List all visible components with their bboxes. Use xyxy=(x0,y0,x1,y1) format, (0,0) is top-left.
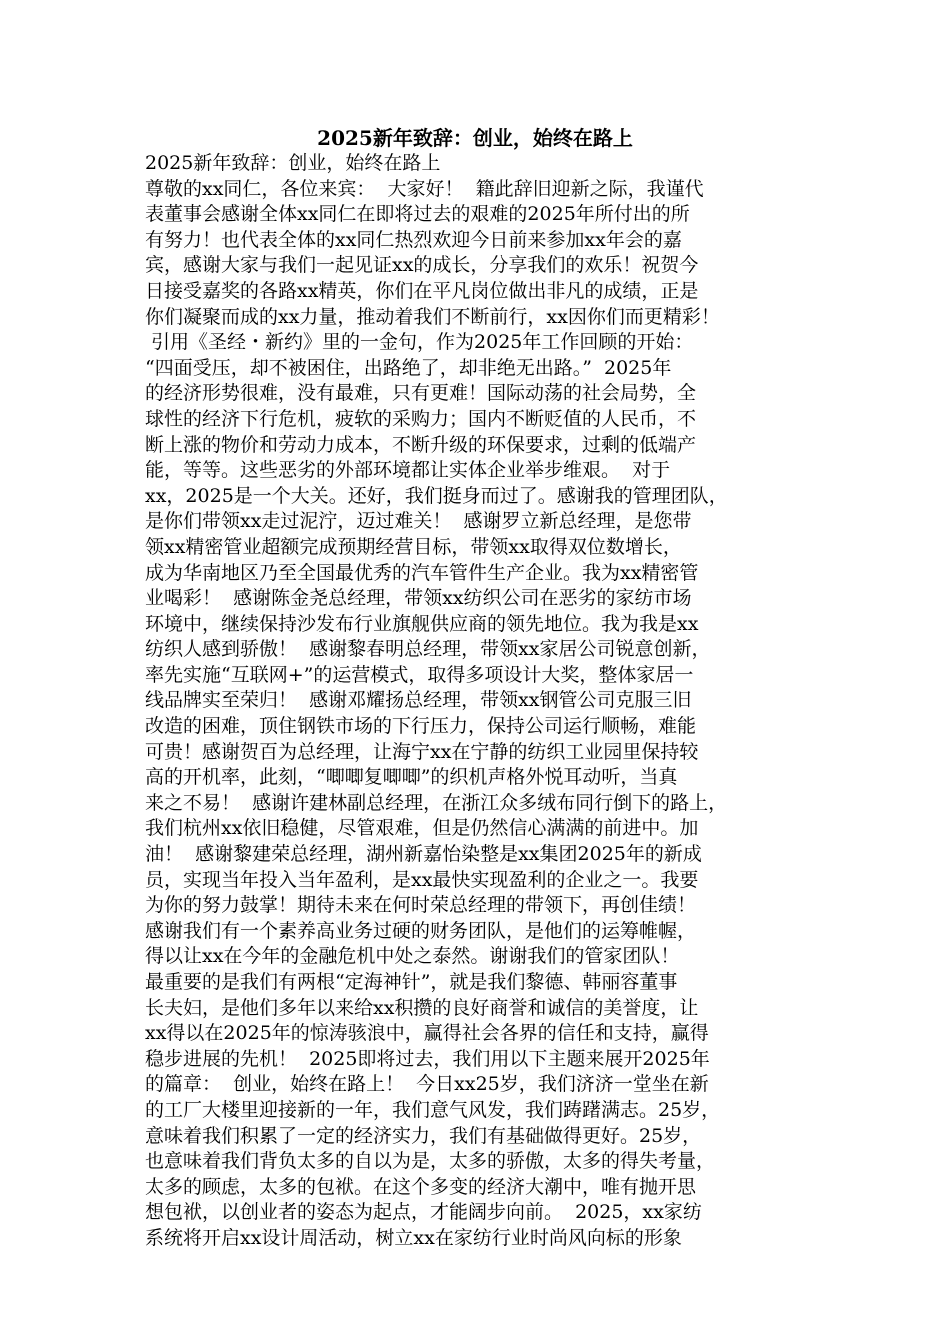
body-line: 纺织人感到骄傲！ 感谢黎春明总经理，带领xx家居公司锐意创新， xyxy=(145,638,711,661)
body-line: 改造的困难，顶住钢铁市场的下行压力，保持公司运行顺畅，难能 xyxy=(145,715,697,738)
body-line: 油！ 感谢黎建荣总经理，湖州新嘉怡染整是xx集团2025年的新成 xyxy=(145,843,702,866)
body-line: 断上涨的物价和劳动力成本，不断升级的环保要求，过剩的低端产 xyxy=(145,433,697,456)
body-line: 员，实现当年投入当年盈利，是xx最快实现盈利的企业之一。我要 xyxy=(145,868,699,891)
body-line: 我们杭州xx依旧稳健，尽管艰难，但是仍然信心满满的前进中。加 xyxy=(145,817,699,840)
body-line: 引用《圣经・新约》里的一金句，作为2025年工作回顾的开始： xyxy=(145,331,694,354)
body-line: 的工厂大楼里迎接新的一年，我们意气风发，我们踌躇满志。25岁， xyxy=(145,1098,721,1121)
body-line: 宾，感谢大家与我们一起见证xx的成长，分享我们的欢乐！祝贺今 xyxy=(145,254,699,277)
body-line: 领xx精密管业超额完成预期经营目标，带领xx取得双位数增长， xyxy=(145,535,682,558)
body-line: xx得以在2025年的惊涛骇浪中，赢得社会各界的信任和支持，赢得 xyxy=(145,1022,709,1045)
body-line: 环境中，继续保持沙发布行业旗舰供应商的领先地位。我为我是xx xyxy=(145,612,699,635)
body-line: 意味着我们积累了一定的经济实力，我们有基础做得更好。25岁， xyxy=(145,1124,702,1147)
body-line: 有努力！也代表全体的xx同仁热烈欢迎今日前来参加xx年会的嘉 xyxy=(145,228,682,251)
body-line: 2025新年致辞：创业，始终在路上 xyxy=(145,152,441,174)
body-line: 最重要的是我们有两根“定海神针”，就是我们黎德、韩丽容董事 xyxy=(145,971,678,993)
body-line: 得以让xx在今年的金融危机中处之泰然。谢谢我们的管家团队！ xyxy=(145,945,680,968)
body-line: 来之不易！ 感谢许建林副总经理，在浙江众多绒布同行倒下的路上， xyxy=(145,791,728,814)
body-line: 尊敬的xx同仁，各位来宾： 大家好！ 籍此辞旧迎新之际，我谨代 xyxy=(145,177,704,200)
document-title: 2025新年致辞：创业，始终在路上 xyxy=(317,126,633,150)
document-body xyxy=(145,151,825,1252)
body-line: 想包袱，以创业者的姿态为起点，才能阔步向前。 2025，xx家纺 xyxy=(145,1201,702,1224)
body-line: 成为华南地区乃至全国最优秀的汽车管件生产企业。我为xx精密管 xyxy=(145,561,699,584)
body-line: 为你的努力鼓掌！期待未来在何时荣总经理的带领下，再创佳绩！ xyxy=(145,894,697,917)
body-line: xx，2025是一个大关。还好，我们挺身而过了。感谢我的管理团队， xyxy=(145,484,728,507)
body-line: 长夫妇，是他们多年以来给xx积攒的良好商誉和诚信的美誉度，让 xyxy=(145,996,699,1019)
body-line: 感谢我们有一个素养高业务过硬的财务团队，是他们的运筹帷幄， xyxy=(145,919,697,942)
body-line: 稳步进展的先机！ 2025即将过去，我们用以下主题来展开2025年 xyxy=(145,1047,710,1070)
body-line: 系统将开启xx设计周活动，树立xx在家纺行业时尚风向标的形象 xyxy=(145,1226,682,1249)
body-line: 你们凝聚而成的xx力量，推动着我们不断前行，xx因你们而更精彩！ xyxy=(145,305,720,328)
body-line: 日接受嘉奖的各路xx精英，你们在平凡岗位做出非凡的成绩，正是 xyxy=(145,279,699,302)
body-line: 率先实施“互联网+”的运营模式，取得多项设计大奖，整体家居一 xyxy=(145,663,694,686)
body-line: 表董事会感谢全体xx同仁在即将过去的艰难的2025年所付出的所 xyxy=(145,203,690,226)
body-line: 可贵！感谢贺百为总经理，让海宁xx在宁静的纺织工业园里保持较 xyxy=(145,740,699,763)
body-line: 是你们带领xx走过泥泞，迈过难关！ 感谢罗立新总经理，是您带 xyxy=(145,510,692,533)
body-line: 的经济形势很难，没有最难，只有更难！国际动荡的社会局势，全 xyxy=(145,382,697,405)
body-line: 也意味着我们背负太多的自以为是，太多的骄傲，太多的得失考量， xyxy=(145,1150,716,1173)
body-line: 的篇章： 创业，始终在路上！ 今日xx25岁，我们济济一堂坐在新 xyxy=(145,1073,709,1096)
body-line: 太多的顾虑，太多的包袱。在这个多变的经济大潮中，唯有抛开思 xyxy=(145,1175,697,1198)
body-line: 球性的经济下行危机，疲软的采购力；国内不断贬值的人民币，不 xyxy=(145,407,697,430)
body-line: 能，等等。这些恶劣的外部环境都让实体企业举步维艰。 对于 xyxy=(145,459,671,482)
body-line: “四面受压，却不被困住，出路绝了，却非绝无出路。” 2025年 xyxy=(145,356,672,379)
body-line: 线品牌实至荣归！ 感谢邓耀扬总经理，带领xx钢管公司克服三旧 xyxy=(145,689,692,712)
body-line: 业喝彩！ 感谢陈金尧总经理，带领xx纺织公司在恶劣的家纺市场 xyxy=(145,587,692,610)
body-line: 高的开机率，此刻，“唧唧复唧唧”的织机声格外悦耳动听，当真 xyxy=(145,766,678,789)
